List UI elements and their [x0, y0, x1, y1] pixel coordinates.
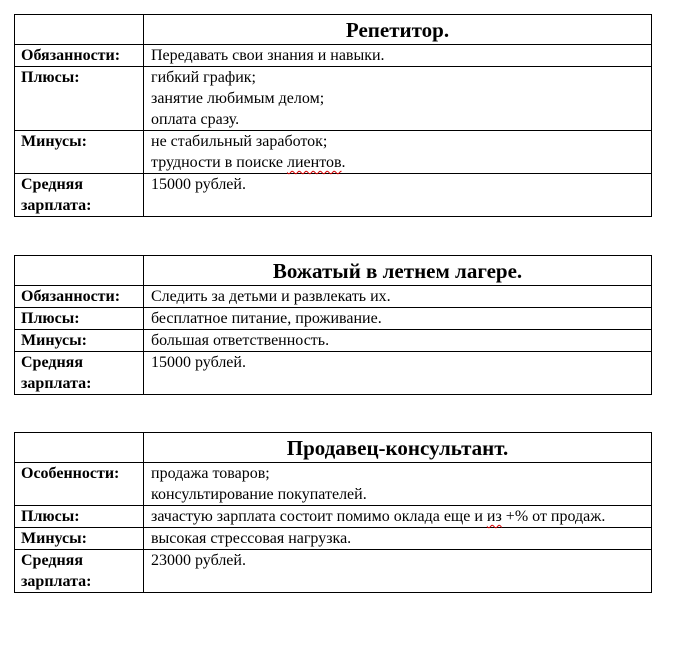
row-value-cons — [144, 131, 652, 174]
table-row — [15, 67, 652, 131]
table-row — [15, 352, 652, 395]
job-title: Продавец-консультант. — [144, 433, 652, 463]
empty-header-cell — [15, 15, 144, 45]
table-row — [15, 463, 652, 506]
value-line: бесплатное питание, проживание. — [151, 310, 382, 327]
row-value-salary — [144, 174, 652, 217]
value-line: не стабильный заработок; — [151, 133, 328, 150]
value-line: консультирование покупателей. — [151, 486, 367, 503]
table-header-row — [15, 433, 652, 463]
row-value-duties — [144, 286, 652, 308]
row-value-pros — [144, 67, 652, 131]
empty-header-cell — [15, 256, 144, 286]
table-row — [15, 174, 652, 217]
table-header-row — [15, 15, 652, 45]
row-label-duties: Обязанности: — [15, 286, 144, 308]
table-row — [15, 330, 652, 352]
job-title: Вожатый в летнем лагере. — [144, 256, 652, 286]
value-line: гибкий график; — [151, 69, 256, 86]
row-label-cons: Минусы: — [15, 528, 144, 550]
value-text: . — [341, 154, 346, 171]
table-row — [15, 45, 652, 67]
row-value-duties — [144, 45, 652, 67]
job-table-counselor — [14, 255, 652, 395]
row-label-salary: Средняя зарплата: — [15, 352, 144, 395]
value-line: оплата сразу. — [151, 111, 240, 128]
row-label-salary: Средняя зарплата: — [15, 174, 144, 217]
value-line — [151, 506, 645, 527]
value-line: большая ответственность. — [151, 332, 330, 349]
spellcheck-word[interactable]: лиентов — [286, 154, 342, 171]
table-row — [15, 550, 652, 593]
job-table-tutor — [14, 14, 652, 217]
row-value-pros — [144, 308, 652, 330]
table-row — [15, 131, 652, 174]
value-line: 23000 рублей. — [151, 552, 246, 569]
row-value-cons — [144, 330, 652, 352]
row-label-pros: Плюсы: — [15, 67, 144, 131]
value-line: Следить за детьми и развлекать их. — [151, 288, 391, 305]
table-row — [15, 286, 652, 308]
row-label-salary: Средняя зарплата: — [15, 550, 144, 593]
row-label-pros: Плюсы: — [15, 506, 144, 528]
value-line: высокая стрессовая нагрузка. — [151, 530, 352, 547]
table-header-row — [15, 256, 652, 286]
value-text: трудности в поиске — [151, 154, 287, 171]
row-label-duties: Обязанности: — [15, 45, 144, 67]
value-text: +% от продаж. — [501, 508, 606, 525]
row-value-features — [144, 463, 652, 506]
job-table-consultant — [14, 432, 652, 593]
table-row — [15, 308, 652, 330]
value-line: занятие любимым делом; — [151, 90, 325, 107]
value-line: 15000 рублей. — [151, 354, 246, 371]
table-row — [15, 528, 652, 550]
value-line: Передавать свои знания и навыки. — [151, 47, 385, 64]
value-line: продажа товаров; — [151, 465, 270, 482]
job-title: Репетитор. — [144, 15, 652, 45]
row-label-cons: Минусы: — [15, 330, 144, 352]
row-value-salary — [144, 352, 652, 395]
table-row — [15, 506, 652, 528]
value-line: 15000 рублей. — [151, 176, 246, 193]
row-label-features: Особенности: — [15, 463, 144, 506]
row-value-pros — [144, 506, 652, 528]
row-label-cons: Минусы: — [15, 131, 144, 174]
row-value-cons — [144, 528, 652, 550]
spellcheck-word[interactable]: из — [486, 508, 502, 525]
row-label-pros: Плюсы: — [15, 308, 144, 330]
empty-header-cell — [15, 433, 144, 463]
value-text: зачастую зарплата состоит помимо оклада еще и — [151, 508, 487, 525]
value-line — [151, 152, 645, 173]
row-value-salary — [144, 550, 652, 593]
